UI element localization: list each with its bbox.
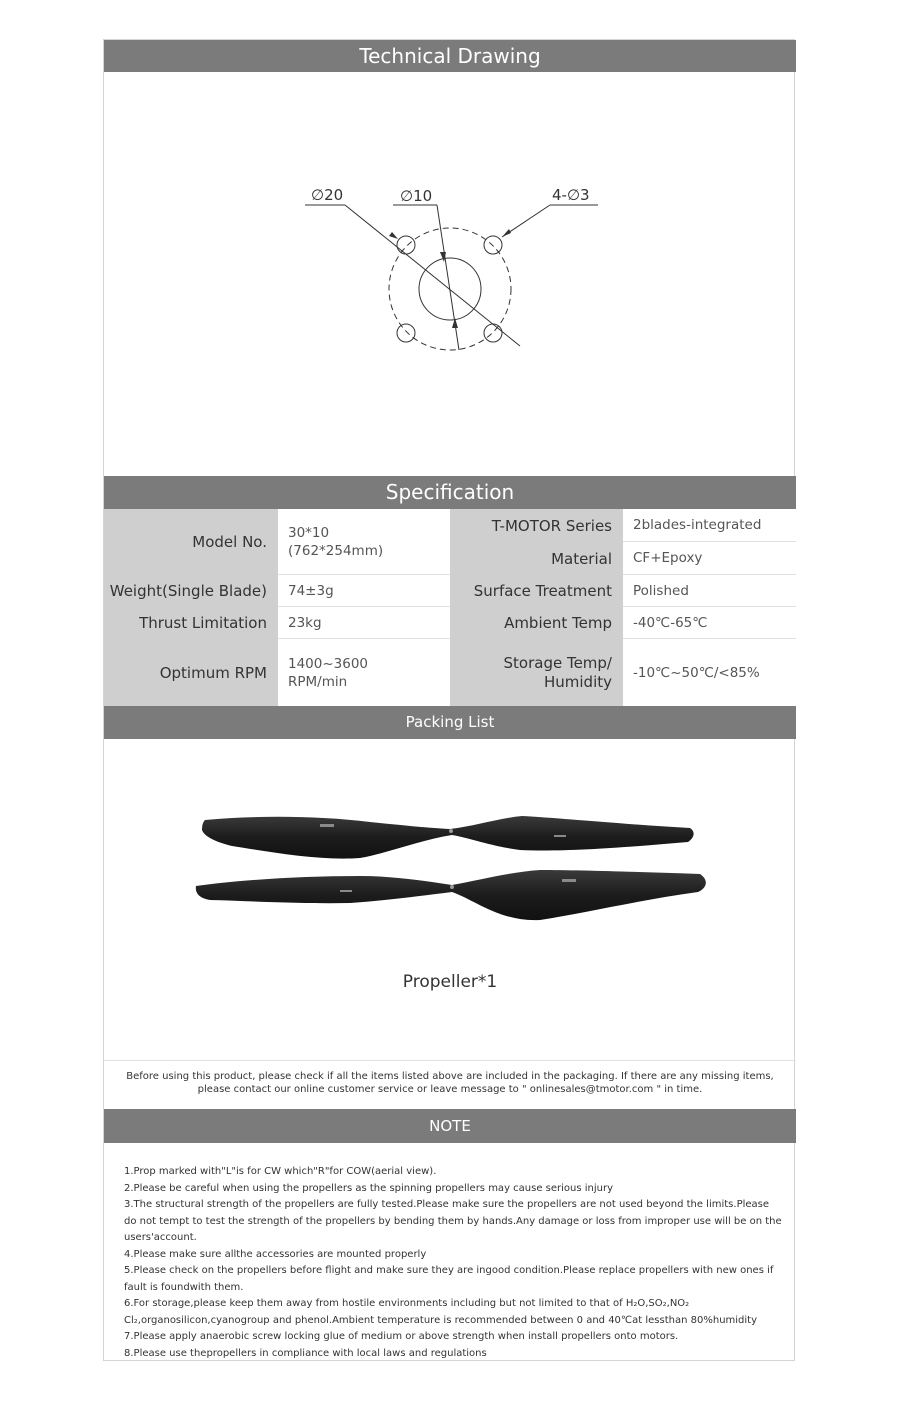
model-no-value-line2: (762*254mm): [288, 542, 384, 559]
technical-drawing-header: Technical Drawing: [104, 40, 796, 72]
propeller-blade-top: [202, 816, 694, 859]
material-value: CF+Epoxy: [623, 542, 796, 575]
model-no-value-line1: 30*10: [288, 524, 330, 541]
series-label: T-MOTOR Series: [450, 509, 623, 542]
divider: [104, 1060, 796, 1061]
thrust-value: 23kg: [278, 607, 450, 639]
surface-value: Polished: [623, 575, 796, 607]
storage-value: -10℃~50℃/<85%: [623, 639, 796, 706]
note-item: 4.Please make sure allthe accessories are mounted properly: [124, 1248, 427, 1260]
ambient-label: Ambient Temp: [450, 607, 623, 639]
note-header: NOTE: [104, 1109, 796, 1143]
material-label: Material: [450, 542, 623, 575]
diameter-20-label: ∅20: [311, 186, 344, 204]
model-no-value: [278, 509, 450, 575]
note-item: 1.Prop marked with"L"is for CW which"R"for COW(aerial view).: [124, 1166, 437, 1177]
note-item: 8.Please use thepropellers in compliance with local laws and regulations: [124, 1347, 487, 1359]
rpm-value-line1: 1400~3600: [288, 655, 369, 672]
propeller-blade-bottom: [196, 870, 706, 920]
rpm-label: Optimum RPM: [104, 639, 278, 706]
surface-label: Surface Treatment: [450, 575, 623, 607]
notes-list: [124, 1164, 784, 1362]
rpm-value: [278, 639, 450, 706]
storage-label-line2: Humidity: [543, 672, 612, 691]
mount-hole-bottom-right: [484, 324, 502, 342]
note-item: 5.Please check on the propellers before flight and make sure they are ingood condition.Please replace propellers with new ones if fault is foundwith them.: [124, 1265, 774, 1293]
ambient-value: -40℃-65℃: [623, 607, 796, 639]
specification-header: Specification: [104, 476, 796, 509]
packing-notice: Before using this product, please check if all the items listed above are included in the packaging. If there are any missing items, please contact our online customer service or leave message to " onlinesales@tmotor.com " in time.: [126, 1071, 774, 1095]
holes-label: 4-∅3: [552, 186, 590, 204]
mount-hole-top-right: [484, 236, 502, 254]
note-item: 3.The structural strength of the propellers are fully tested.Please make sure the propellers are not used beyond the limits.Please do not tempt to test the strength of the propellers by bending them by hands.Any damage or loss from improper use will be on the users'account.: [124, 1199, 782, 1243]
storage-label: [450, 639, 623, 706]
technical-drawing: [300, 180, 600, 360]
model-no-label: Model No.: [104, 509, 278, 575]
weight-value: 74±3g: [278, 575, 450, 607]
packing-list-header: Packing List: [104, 706, 796, 739]
mount-hole-bottom-left: [397, 324, 415, 342]
propeller-photo: [180, 800, 720, 940]
note-item: 7.Please apply anaerobic screw locking glue of medium or above strength when install propellers onto motors.: [124, 1331, 679, 1342]
rpm-value-line2: RPM/min: [288, 673, 348, 690]
note-item: 2.Please be careful when using the propellers as the spinning propellers may cause serious injury: [124, 1182, 614, 1194]
diameter-10-label: ∅10: [400, 187, 433, 205]
note-item: 6.For storage,please keep them away from hostile environments including but not limited to that of H₂O,SO₂,NO₂ Cl₂,organosilicon,cyanogroup and phenol.Ambient temperature is recommended between 0 and 40℃at lessthan 80%humidity: [124, 1298, 758, 1326]
storage-label-line1: Storage Temp/: [503, 653, 612, 672]
specification-table: [104, 509, 796, 706]
mount-hole-top-left: [397, 236, 415, 254]
weight-label: Weight(Single Blade): [104, 575, 278, 607]
series-value: 2blades-integrated: [623, 509, 796, 542]
propeller-caption: Propeller*1: [402, 972, 498, 992]
thrust-label: Thrust Limitation: [104, 607, 278, 639]
